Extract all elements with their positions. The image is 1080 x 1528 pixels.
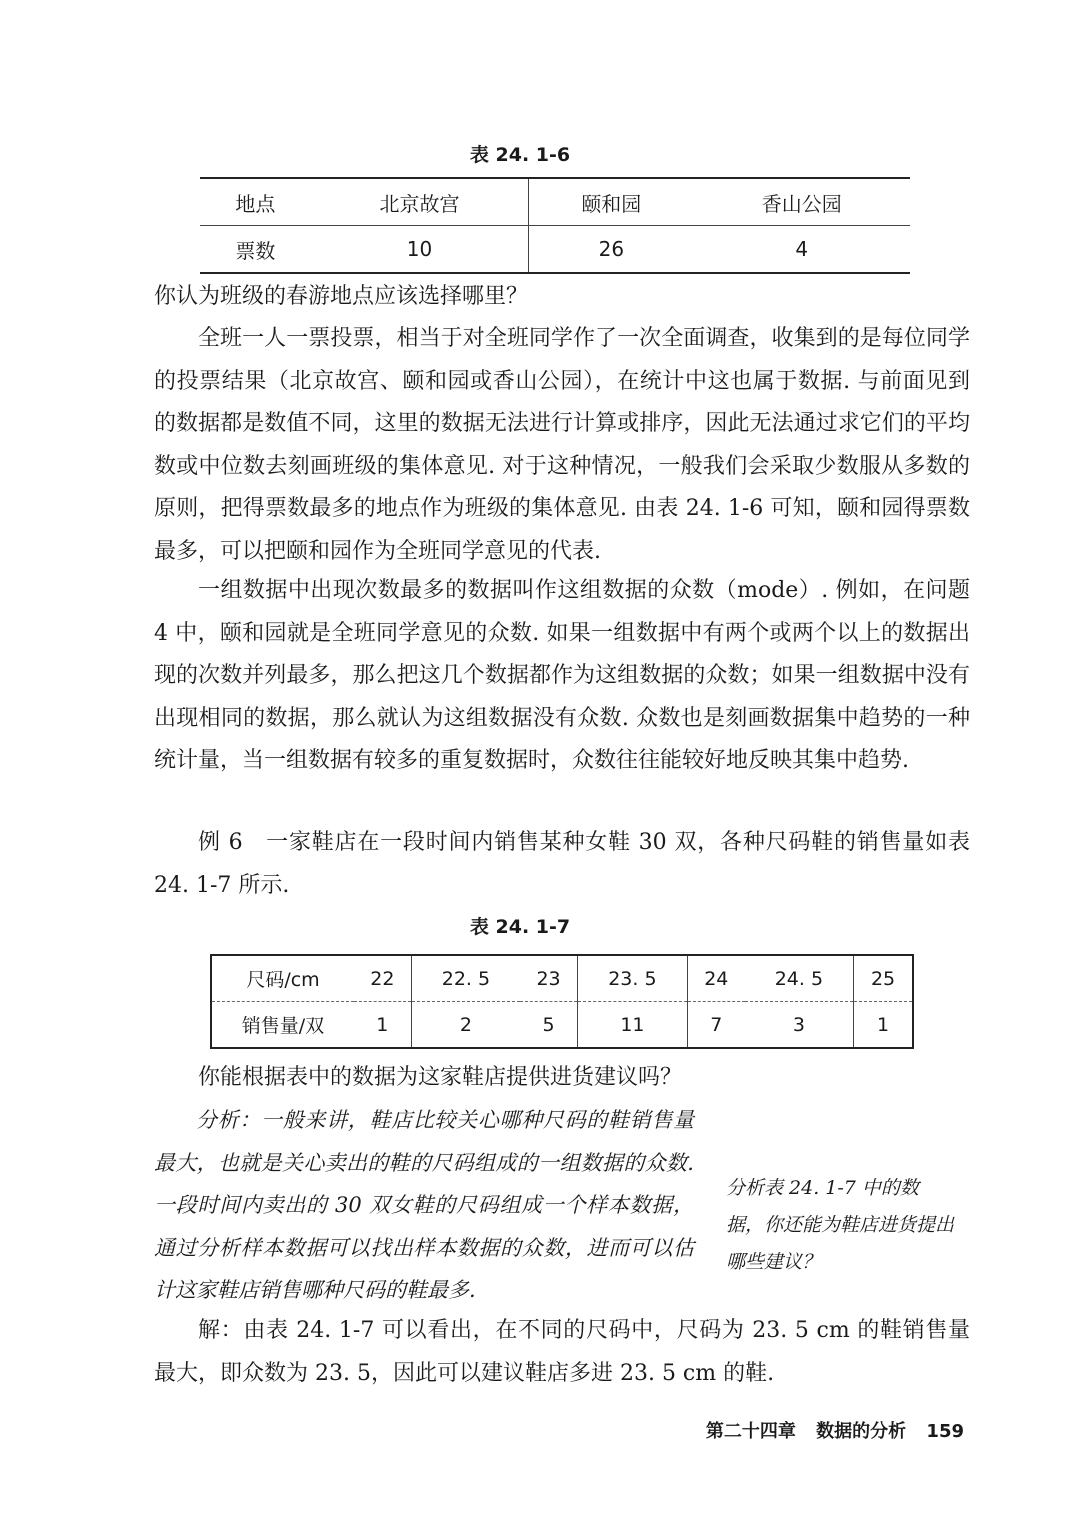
solution-paragraph: 解：由表 24. 1-7 可以看出，在不同的尺码中，尺码为 23. 5 cm 的鞋销售量最大，即众数为 23. 5，因此可以建议鞋店多进 23. 5 cm 的鞋. (154, 1318, 970, 1386)
table-cell: 地点 (200, 178, 311, 226)
table-24-1-6 (200, 177, 910, 274)
table-cell: 销售量/双 (241, 1015, 325, 1037)
table-cell: 23 (520, 955, 577, 1002)
margin-note: 分析表 24. 1-7 中的数据，你还能为鞋店进货提出哪些建议？ (726, 1177, 955, 1273)
body-paragraph: 全班一人一票投票，相当于对全班同学作了一次全面调查，收集到的是每位同学的投票结果（北京故宫、颐和园或香山公园），在统计中这也属于数据. 与前面见到的数据都是数值不同，这里的数据无法进行计算或排序，因此无法通过求它们的平均数或中位数去刻画班级的集体意见. 对于这种情况，一般我们会采取少数服从多数的原则，把得票数最多的地点作为班级的集体意见. 由表 24. 1-6 可知，颐和园得票数最多，可以把颐和园作为全班同学意见的代表. (154, 326, 970, 564)
table-cell: 23. 5 (577, 955, 687, 1002)
table-24-1-7 (210, 954, 914, 1049)
table-cell: 24. 5 (745, 955, 854, 1002)
table-cell: 1 (376, 1013, 389, 1036)
table-cell: 票数 (235, 238, 276, 263)
table-cell: 11 (577, 1002, 687, 1049)
table-cell: 24 (687, 955, 744, 1002)
table-cell: 3 (792, 1013, 805, 1036)
table-cell: 22. 5 (411, 955, 520, 1002)
table-header-row (200, 178, 910, 226)
table-cell: 北京故宫 (311, 178, 529, 226)
table-caption-24-1-6: 表 24. 1-6 (469, 144, 571, 166)
table-cell: 26 (529, 226, 694, 274)
table-caption-24-1-7: 表 24. 1-7 (469, 916, 571, 938)
definition-paragraph: 一组数据中出现次数最多的数据叫作这组数据的众数（mode）. 例如，在问题 4 中，颐和园就是全班同学意见的众数. 如果一组数据中有两个或两个以上的数据出现的次数并列最多，那么把这几个数据都作为这组数据的众数；如果一组数据中没有出现相同的数据，那么就认为这组数据没有众数. 众数也是刻画数据集中趋势的一种统计量，当一组数据有较多的重复数据时，众数往往能较好地反映其集中趋势. (154, 578, 970, 774)
footer-title: 数据的分析 (816, 1421, 907, 1442)
table-cell: 4 (795, 237, 809, 261)
table-cell: 5 (542, 1013, 555, 1036)
table-cell: 颐和园 (529, 178, 694, 226)
table-header-row (211, 955, 913, 1002)
table-cell: 1 (854, 1002, 913, 1049)
question-paragraph: 你能根据表中的数据为这家鞋店提供进货建议吗？ (198, 1065, 683, 1090)
table-cell: 尺码/cm (211, 955, 354, 1002)
table-cell: 10 (406, 237, 433, 261)
table-cell: 7 (687, 1002, 744, 1049)
table-row (200, 226, 910, 274)
page-number: 159 (926, 1421, 964, 1442)
page-footer (706, 1417, 964, 1443)
question-paragraph: 你认为班级的春游地点应该选择哪里？ (154, 284, 529, 309)
table-cell: 2 (411, 1002, 520, 1049)
table-cell: 22 (354, 955, 411, 1002)
footer-chapter: 第二十四章 (705, 1421, 796, 1442)
table-row (211, 1002, 913, 1049)
table-cell: 25 (854, 955, 913, 1002)
example-paragraph: 例 6 一家鞋店在一段时间内销售某种女鞋 30 双，各种尺码鞋的销售量如表 24. 1-7 所示. (154, 830, 970, 898)
analysis-paragraph: 分析：一般来讲，鞋店比较关心哪种尺码的鞋销售量最大，也就是关心卖出的鞋的尺码组成的一组数据的众数. 一段时间内卖出的 30 双女鞋的尺码组成一个样本数据，通过分析样本数据可以找出样本数据的众数，进而可以估计这家鞋店销售哪种尺码的鞋最多. (154, 1108, 694, 1303)
table-cell: 香山公园 (694, 178, 910, 226)
